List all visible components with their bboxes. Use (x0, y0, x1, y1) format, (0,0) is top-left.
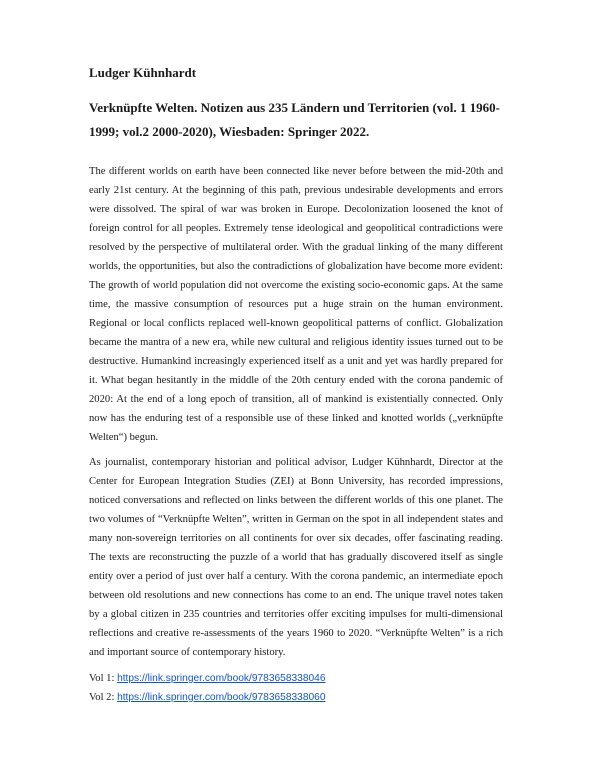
document-page (89, 64, 503, 707)
author-name: Ludger Kühnhardt (89, 65, 197, 80)
book-title: Verknüpfte Welten. Notizen aus 235 Ländern und Territorien (vol. 1 1960-1999; vol.2 2000-2020), Wiesbaden: Springer 2022. (89, 100, 500, 139)
volume-2-link-line (89, 688, 503, 707)
volume-2-link[interactable]: https://link.springer.com/book/9783658338060 (117, 692, 326, 703)
body-paragraph-1: The different worlds on earth have been connected like never before between the mid-20th and early 21st century. At the beginning of this path, previous undesirable developments and errors were dissolved. The spiral of war was broken in Europe. Decolonization loosened the knot of foreign control for all peoples. Extremely tense ideological and geopolitical contradictions were resolved by the perspective of multilateral order. With the gradual linking of the many different worlds, the opportunities, but also the contradictions of globalization have become more evident: The growth of world population did not overcome the existing socio-economic gaps. At the same time, the massive consumption of resources put a huge strain on the human environment. Regional or local conflicts replaced well-known geopolitical patterns of conflict. Globalization became the mantra of a new era, while new cultural and religious identity issues turned out to be destructive. Humankind increasingly experienced itself as a unit and yet was hardly prepared for it. What began hesitantly in the middle of the 20th century ended with the corona pandemic of 2020: At the end of a long epoch of transition, all of mankind is existentially connected. Only now has the enduring test of a responsible use of these linked and knotted worlds („verknüpfte Welten“) begun. (89, 166, 503, 443)
volume-1-link[interactable]: https://link.springer.com/book/9783658338046 (117, 673, 326, 684)
body-paragraph-2: As journalist, contemporary historian and political advisor, Ludger Kühnhardt, Director at the Center for European Integration Studies (ZEI) at Bonn University, has recorded impressions, noticed conversations and reflected on links between the different worlds of this one planet. The two volumes of “Verknüpfte Welten”, written in German on the spot in all independent states and many non-sovereign territories on all continents for over six decades, offer fascinating reading. The texts are reconstructing the puzzle of a world that has gradually discovered itself as single entity over a period of just over half a century. With the corona pandemic, an intermediate epoch between old resolutions and new connections has come to an end. The unique travel notes taken by a global citizen in 235 countries and territories offer exciting impulses for multi-dimensional reflections and creative re-assessments of the years 1960 to 2020. “Verknüpfte Welten” is a rich and important source of contemporary history. (89, 457, 503, 658)
volume-1-label: Vol 1: (89, 673, 118, 684)
volume-2-label: Vol 2: (89, 692, 118, 703)
volume-1-link-line (89, 669, 503, 688)
volume-links (89, 669, 503, 707)
